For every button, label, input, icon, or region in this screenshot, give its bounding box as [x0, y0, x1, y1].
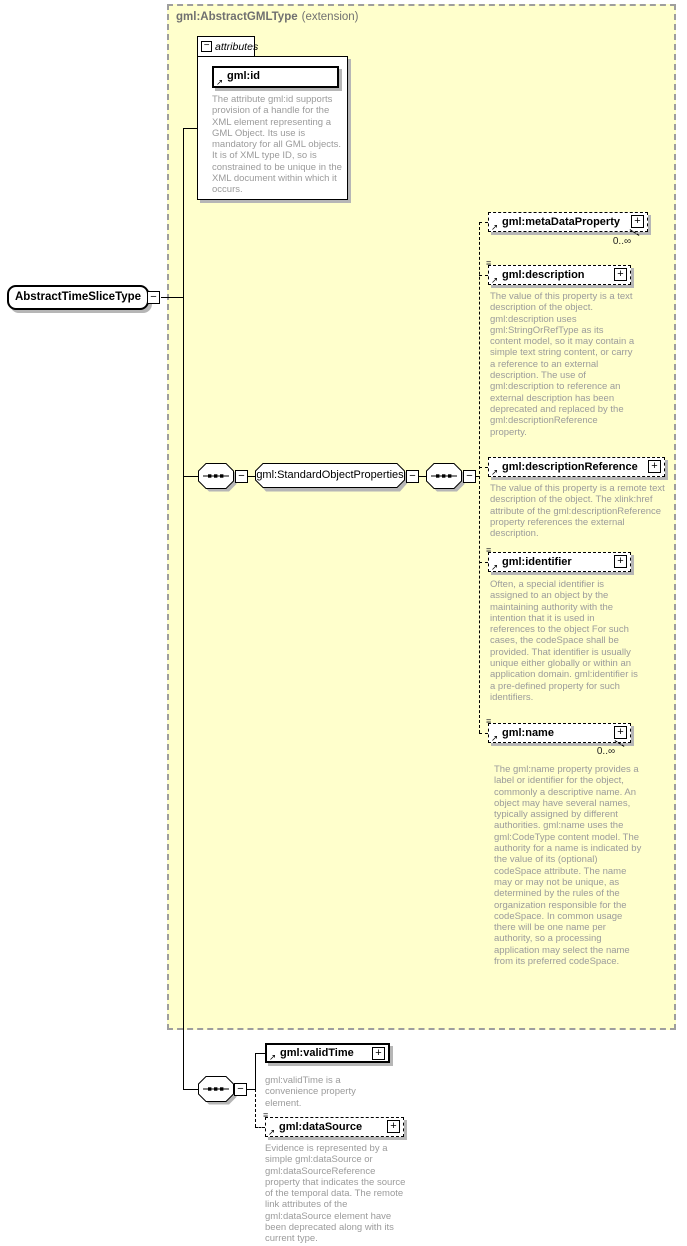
connector-rail-dashed: [479, 222, 480, 733]
substitution-icon: ≡: [263, 1110, 269, 1120]
element-name: gml:identifier: [502, 556, 572, 568]
multiplicity-label: 0..∞: [596, 746, 616, 757]
connector-line: [183, 1089, 198, 1090]
collapse-icon[interactable]: −: [235, 470, 248, 483]
element-doc: The value of this property is a text description of the object. gml:description uses gml:StringOrRefType as its content model, so it may contain a simple text string content, or carry a reference to an external description. The use of gml:description to reference an external description has been deprecated and replaced by the gml:descriptionReference property.: [490, 291, 635, 438]
root-type-label: AbstractTimeSliceType: [14, 291, 142, 303]
connector-line: [247, 1089, 255, 1090]
attributes-group-header[interactable]: [197, 36, 259, 57]
frame-title: [176, 11, 359, 23]
element-gml-validtime[interactable]: [265, 1043, 390, 1063]
expand-icon[interactable]: +: [648, 460, 661, 473]
connector-line-dashed: [255, 1089, 256, 1127]
element-name: gml:name: [502, 727, 554, 739]
reference-arrow-icon: ↗: [491, 733, 499, 743]
attribute-name: gml:id: [227, 70, 260, 82]
frame-type-suffix: (extension): [301, 11, 359, 23]
element-doc: Often, a special identifier is assigned to an object by the maintaining authority with the intention that it is used in references to the object For such cases, the codeSpace shall be provided. That identifier is usually unique either globally or within an application domain. gml:identifier is a pre-defined property for such identifiers.: [490, 579, 638, 703]
collapse-icon[interactable]: −: [463, 470, 476, 483]
expand-icon[interactable]: +: [614, 268, 627, 281]
collapse-icon[interactable]: −: [234, 1083, 247, 1096]
element-doc: The gml:name property provides a label or identifier for the object, commonly a descriptive name. An object may have several names, typically assigned by different authorities. gml:name uses the gml:CodeType content model. The authority for a name is indicated by the value of its (optional) codeSpace attribute. The name may or may not be unique, as determined by the rules of the organization responsible for the codeSpace. In common usage there will be one name per authority, so a processing application may select the name from its preferred codeSpace.: [494, 764, 642, 968]
element-gml-description[interactable]: [486, 258, 631, 285]
element-doc: The value of this property is a remote text description of the object. The xlink:href attribute of the gml:descriptionReference property references the external description.: [490, 483, 665, 540]
reference-arrow-icon: ↗: [268, 1127, 276, 1137]
substitution-icon: ≡: [486, 258, 492, 268]
connector-line: [183, 128, 197, 129]
element-gml-datasource[interactable]: [263, 1110, 404, 1137]
connector-line: [183, 476, 198, 477]
root-type-abstracttimeslicetype[interactable]: [7, 285, 149, 310]
collapse-icon[interactable]: −: [406, 470, 419, 483]
connector-line-dashed: [479, 562, 488, 563]
multiplicity-label: 0..∞: [612, 236, 632, 247]
connector-line: [419, 476, 426, 477]
connector-line: [255, 1053, 256, 1090]
element-name: gml:validTime: [280, 1047, 354, 1059]
substitution-icon: ≡: [486, 545, 492, 555]
connector-line: [248, 476, 255, 477]
element-name: gml:metaDataProperty: [502, 216, 620, 228]
element-gml-identifier[interactable]: [486, 545, 631, 572]
reference-arrow-icon: ↗: [491, 562, 499, 572]
reference-arrow-icon: ↗: [216, 77, 224, 87]
connector-line: [161, 297, 183, 298]
connector-line-dashed: [479, 275, 488, 276]
sequence-compositor-icon[interactable]: [426, 463, 466, 493]
element-gml-metadataproperty[interactable]: [488, 212, 648, 232]
element-doc: Evidence is represented by a simple gml:dataSource or gml:dataSourceReference property that indicates the source of the temporal data. The remote link attributes of the gml:dataSource element have been deprecated along with its current type.: [265, 1143, 406, 1245]
expand-icon[interactable]: +: [614, 726, 627, 739]
element-name: gml:descriptionReference: [502, 461, 638, 473]
substitution-icon: ≡: [486, 716, 492, 726]
reference-arrow-icon: ↗: [491, 275, 499, 285]
connector-line-dashed: [255, 1127, 265, 1128]
attributes-label: attributes: [215, 41, 259, 53]
connector-line-dashed: [479, 222, 488, 223]
connector-line: [255, 1053, 265, 1054]
reference-arrow-icon: ↗: [269, 1052, 277, 1062]
element-gml-name[interactable]: [486, 716, 631, 743]
frame-type-name: gml:AbstractGMLType: [176, 11, 298, 23]
attribute-doc: The attribute gml:id supports provision of a handle for the XML element representing a GML Object. Its use is mandatory for all GML objects. It is of XML type ID, so is constrained to be unique in the XML document within which it occurs.: [212, 94, 342, 196]
sequence-compositor-icon[interactable]: [198, 463, 238, 493]
expand-icon[interactable]: +: [631, 215, 644, 228]
standard-object-properties-label[interactable]: gml:StandardObjectProperties: [256, 469, 404, 481]
reference-arrow-icon: ↗: [491, 467, 499, 477]
reference-arrow-icon: ↗: [491, 222, 499, 232]
attribute-gml-id[interactable]: [212, 66, 339, 88]
element-doc: gml:validTime is a convenience property element.: [265, 1075, 356, 1109]
element-gml-descriptionreference[interactable]: [488, 457, 665, 477]
element-name: gml:description: [502, 269, 585, 281]
connector-line-dashed: [479, 467, 488, 468]
collapse-icon[interactable]: −: [147, 291, 160, 304]
expand-icon[interactable]: +: [614, 555, 627, 568]
element-name: gml:dataSource: [279, 1121, 363, 1133]
sequence-compositor-icon[interactable]: [198, 1076, 238, 1106]
expand-icon[interactable]: +: [372, 1047, 385, 1060]
connector-trunk: [183, 128, 184, 1089]
expand-icon[interactable]: +: [387, 1120, 400, 1133]
collapse-icon[interactable]: −: [201, 41, 212, 52]
connector-line-dashed: [479, 733, 488, 734]
